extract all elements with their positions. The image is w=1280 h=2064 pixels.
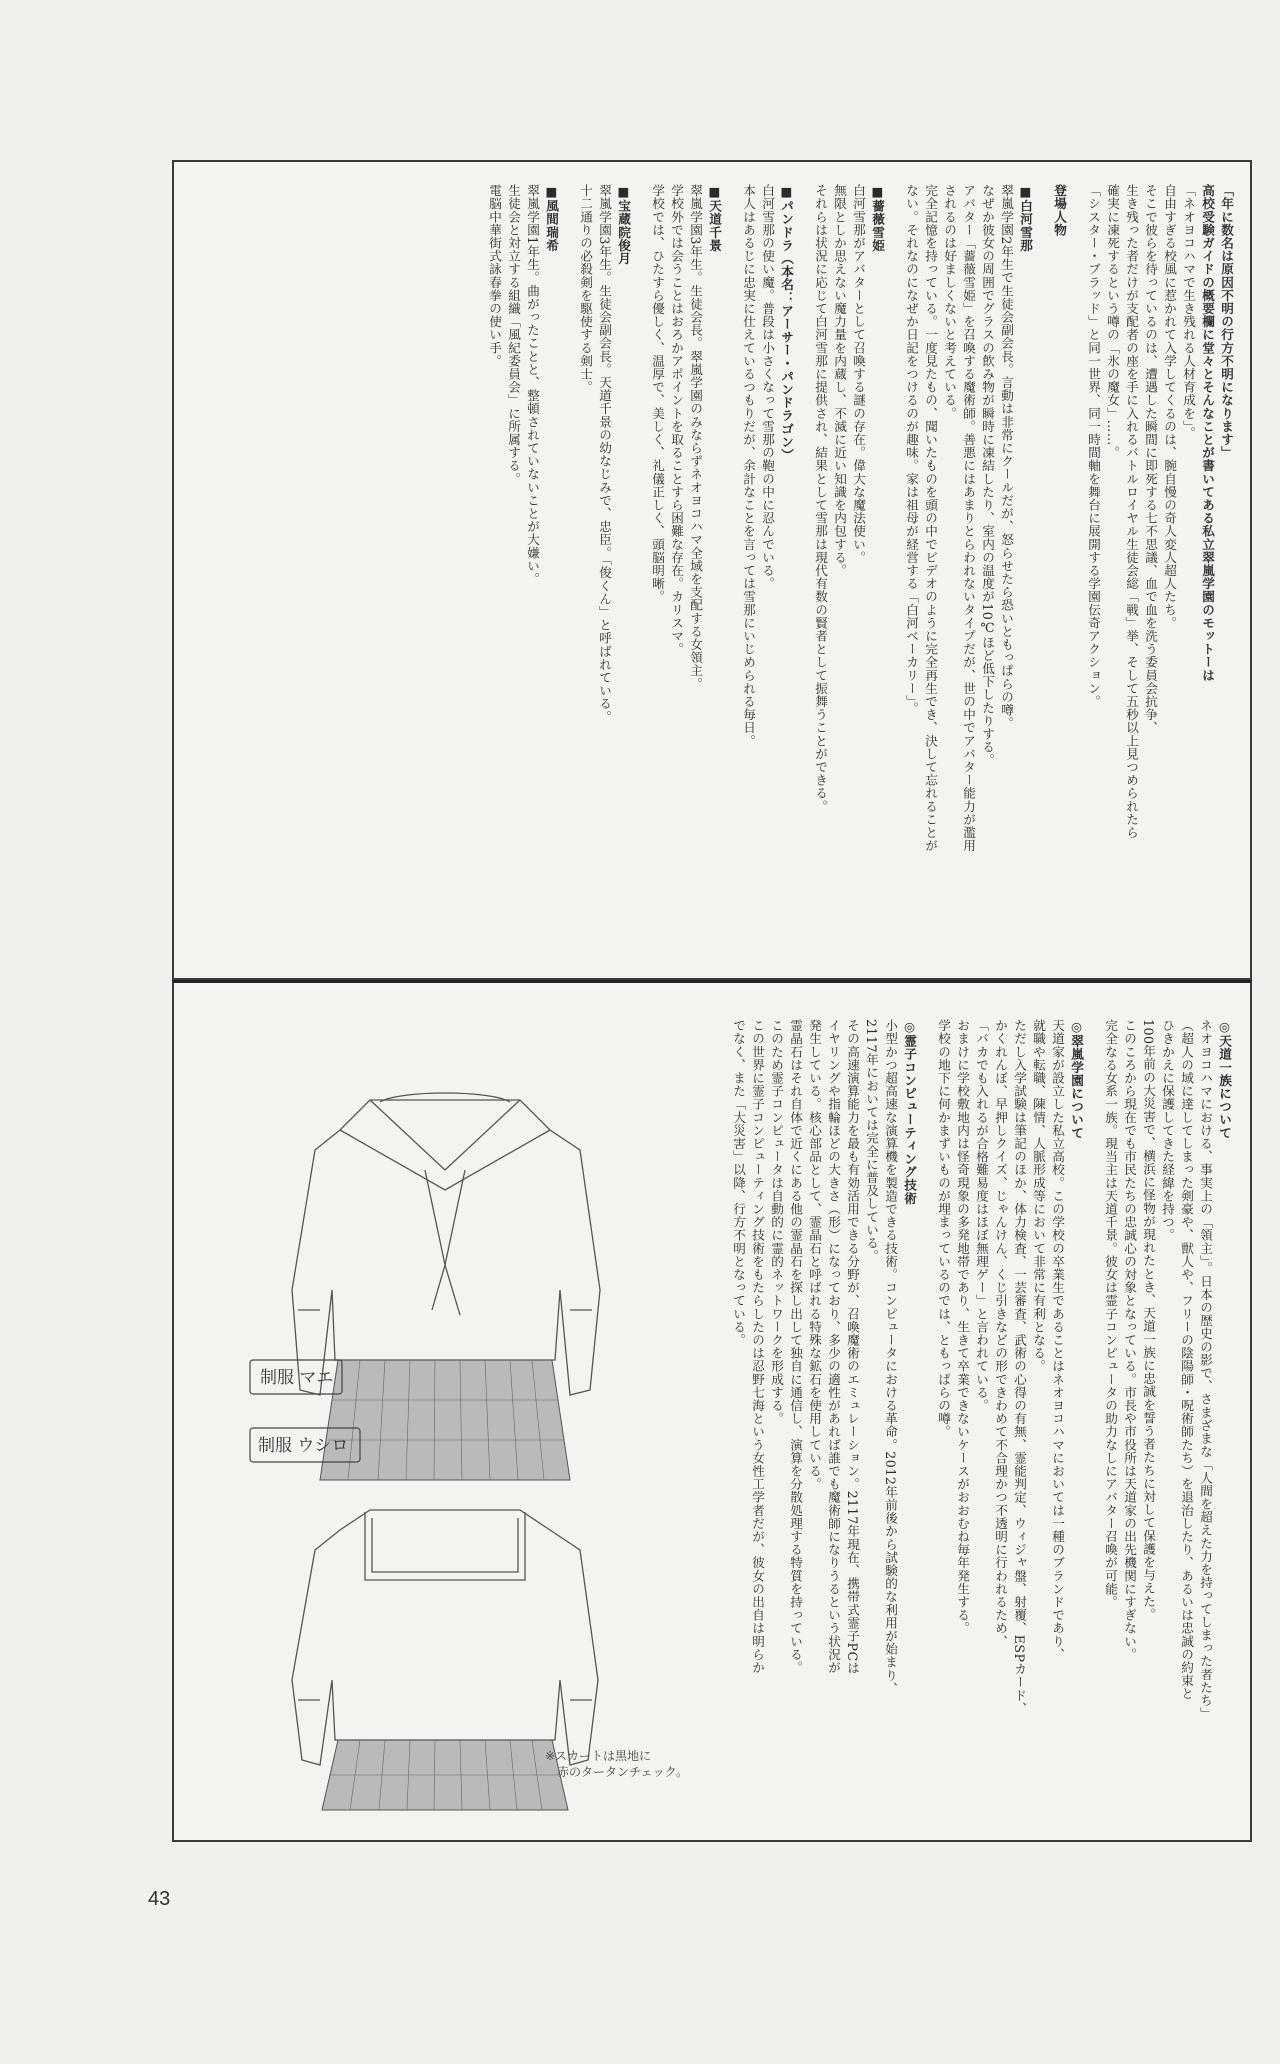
body-line: それらは状況に応じて白河雪那に提供され、結果として雪那は現代有数の賢者として振舞うことができる。 <box>813 184 828 813</box>
section-heading: ◎翠嵐学園について <box>1069 1019 1084 1140</box>
body-line: 確実に凍死するという噂の「氷の魔女」……。 <box>1105 184 1120 460</box>
body-line: この世界に霊子コンピューティング技術をもたらしたのは忍野七海という女性工学者だが、彼女の出自は明らか <box>750 1019 765 1674</box>
section-heading: ■白河雪那 <box>1018 184 1033 252</box>
body-line: 自由すぎる校風に惹かれて入学してくるのは、腕自慢の奇人変人超人たち。 <box>1162 184 1177 630</box>
body-line: 学校外では会うことはおろかアポイントを取ることすら困難な存在。カリスマ。 <box>669 184 684 656</box>
body-line: 霊晶石はそれ自体で近くにある他の霊晶石を探し出して独自に通信し、演算を分散処理する特質を持っている。 <box>788 1019 803 1674</box>
body-line: 「ネオヨコハマで生き残れる人材育成を」。 <box>1181 184 1196 440</box>
body-line: 小型かつ超高速な演算機を製造できる技術。コンピュータにおける革命。2012年前後から試験的な利用が始まり、 <box>883 1019 898 1695</box>
body-line: 完全記憶を持っている。一度見たもの、聞いたものを頭の中でビデオのように完全再生でき、決して忘れることが <box>923 184 938 853</box>
label-front: 制服 マエ <box>260 1368 334 1388</box>
section-heading: ◎霊子コンピューティング技術 <box>902 1019 917 1205</box>
body-line: 100年前の大災害で、横浜に怪物が現れたとき、天道一族に忠誠を誓う者たちに対して保護を与えた。 <box>1141 1019 1156 1621</box>
body-line: 2117年においては完全に普及している。 <box>864 1019 879 1263</box>
body-line: 発生している。核心部品として、霊晶石と呼ばれる特殊な鉱石を使用している。 <box>807 1019 822 1491</box>
section-heading: ■薔薇雪姫 <box>870 184 885 252</box>
body-line: 天道家が設立した私立高校。この学校の卒業生であることはネオヨコハマにおいては一種のブランドであり、 <box>1050 1019 1065 1661</box>
body-line: 翠嵐学園1年生。曲がったことと、整頓されていないことが大嫌い。 <box>525 184 540 586</box>
body-line: 本人はあるじに忠実に仕えているつもりだが、余計なことを言っては雪那にいじめられる毎日。 <box>741 184 756 748</box>
page-number: 43 <box>148 1888 171 1910</box>
body-line: 生き残った者だけが支配者の座を手に入れるバトルロイヤル生徒会総「戦」挙、そして五秒以上見つめられたら <box>1124 184 1139 839</box>
body-line: 生徒会と対立する組織「風紀委員会」に所属する。 <box>506 184 521 486</box>
body-line: ただし入学試験は筆記のほか、体力検査、一芸審査、武術の心得の有無、霊能判定、ウィジャ盤、射覆、ESPカード、 <box>1012 1019 1027 1715</box>
label-front-box <box>250 1360 342 1394</box>
body-line: 無限としか思えない魔力量を内蔵し、不滅に近い知識を内包する。 <box>832 184 847 577</box>
body-line: されるのは好ましくないと考えている。 <box>942 184 957 420</box>
body-line: このころから現在でも市民たちの忠誠心の対象となっている。市長や市役所は天道家の出先機関にすぎない。 <box>1122 1019 1137 1661</box>
body-line: 翠嵐学園3年生。生徒会副会長。天道千景の幼なじみで、忠臣。「俊くん」と呼ばれている。 <box>597 184 612 724</box>
body-line: イヤリングや指輪ほどの大きさ（形）になっており、多少の適性があれば誰でも魔術師になりうるという状況が <box>826 1019 841 1674</box>
body-line: そこで彼らを待っているのは、遭遇した瞬間に即死する七不思議、血で血を洗う委員会抗争、 <box>1143 184 1158 735</box>
section-heading: 登場人物 <box>1052 184 1067 237</box>
body-line: ネオヨコハマにおける、事実上の「領主」。日本の歴史の影で、さまざまな「人間を超えた力を持ってしまった者たち」 <box>1198 1019 1213 1721</box>
uniform-back-drawing <box>292 1510 598 1765</box>
body-line: 電脳中華街式詠春拳の使い手。 <box>487 184 502 368</box>
body-line: 翠嵐学園2年生で生徒会副会長。言動は非常にクールだが、怒らせたら恐いともっぱらの噂。 <box>999 184 1014 730</box>
intro-note: 「年に数名は原因不明の行方不明になります」 <box>1219 184 1234 460</box>
setting-section-text <box>614 1019 1234 1831</box>
section-heading: ■パンドラ（本名：アーサー・パンドラゴン） <box>779 184 794 462</box>
section-heading: ■風間瑞希 <box>544 184 559 252</box>
section-heading: ◎天道一族について <box>1217 1019 1232 1140</box>
body-line: 十二通りの必殺剣を駆使する剣士。 <box>578 184 593 394</box>
character-section-frame <box>172 160 1252 980</box>
body-line: （超人の域に達してしまった剣豪や、獣人や、フリーの陰陽師・呪術師たち）を退治したり、あるいは忠誠の約束と <box>1179 1019 1194 1701</box>
uniform-front-drawing <box>292 1093 600 1395</box>
body-line: かくれんぼ、早押しクイズ、じゃんけん、くじ引きなどの形できわめて不合理かつ不透明に行われるため、 <box>993 1019 1008 1648</box>
body-line: 白河雪那の使い魔。普段は小さくなって雪那の鞄の中に忍んでいる。 <box>760 184 775 591</box>
body-line: その高速演算能力を最も有効活用できる分野が、召喚魔術のエミュレーション。2117年現在、携帯式霊子PCは <box>845 1019 860 1675</box>
body-line: 白河雪那がアバターとして召喚する謎の存在。偉大な魔法使い。 <box>851 184 866 564</box>
body-line: ない。それなのになぜか日記をつけるのが趣味。家は祖母が経営する「白河ベーカリー」。 <box>904 184 919 715</box>
uniform-sketch <box>220 1060 700 1820</box>
body-line: でなく、また「大災害」以降、行方不明となっている。 <box>731 1019 746 1347</box>
body-line: なぜか彼女の周囲でグラスの飲み物が瞬時に凍結したり、室内の温度が10℃ほど低下したりする。 <box>980 184 995 767</box>
body-line: 学校の地下に何かまずいものが埋まっているのでは、ともっぱらの噂。 <box>936 1019 951 1439</box>
body-line: 就職や転職、陳情、人脈形成等において非常に有利となる。 <box>1031 1019 1046 1373</box>
character-section-text <box>186 184 1236 959</box>
skirt-note-line1: ※スカートは黒地に <box>545 1749 652 1763</box>
skirt-note-line2: 赤のタータンチェック。 <box>557 1765 689 1779</box>
body-line: 「シスター・ブラッド」と同一世界、同一時間軸を舞台に展開する学園伝奇アクション。 <box>1086 184 1101 708</box>
intro-note: 高校受験ガイドの概要欄に堂々とそんなことが書いてある私立翠嵐学園のモットーは <box>1200 184 1215 682</box>
uniform-illustration <box>220 1060 700 1820</box>
label-back: 制服 ウシロ <box>258 1436 349 1456</box>
body-line: 「バカでも入れるが合格難易度はほぼ無理ゲー」と言われている。 <box>974 1019 989 1412</box>
body-line: 学校では、ひたすら優しく、温厚で、美しく、礼儀正しく、頭脳明晰。 <box>650 184 665 604</box>
body-line: このため霊子コンピュータは自動的に霊的ネットワークを形成する。 <box>769 1019 784 1426</box>
body-line: ひきかえに保護してきた経緯を持つ。 <box>1160 1019 1175 1242</box>
body-line: アバター「薔薇雪姫」を召喚する魔術師。善悪にはあまりとらわれないタイプだが、世の中でアバター能力が濫用 <box>961 184 976 853</box>
section-heading: ■宝蔵院俊月 <box>616 184 631 265</box>
body-line: 翠嵐学園3年生。生徒会長。翠嵐学園のみならずネオヨコハマ全域を支配する女領主。 <box>688 184 703 691</box>
section-heading: ■天道千景 <box>707 184 722 252</box>
body-line: おまけに学校敷地内は怪奇現象の多発地帯であり、生きて卒業できないケースがおおむね毎年発生する。 <box>955 1019 970 1635</box>
body-line: 完全なる女系一族。現当主は天道千景。彼女は霊子コンピュータの助力なしにアバター召喚が可能。 <box>1103 1019 1118 1609</box>
